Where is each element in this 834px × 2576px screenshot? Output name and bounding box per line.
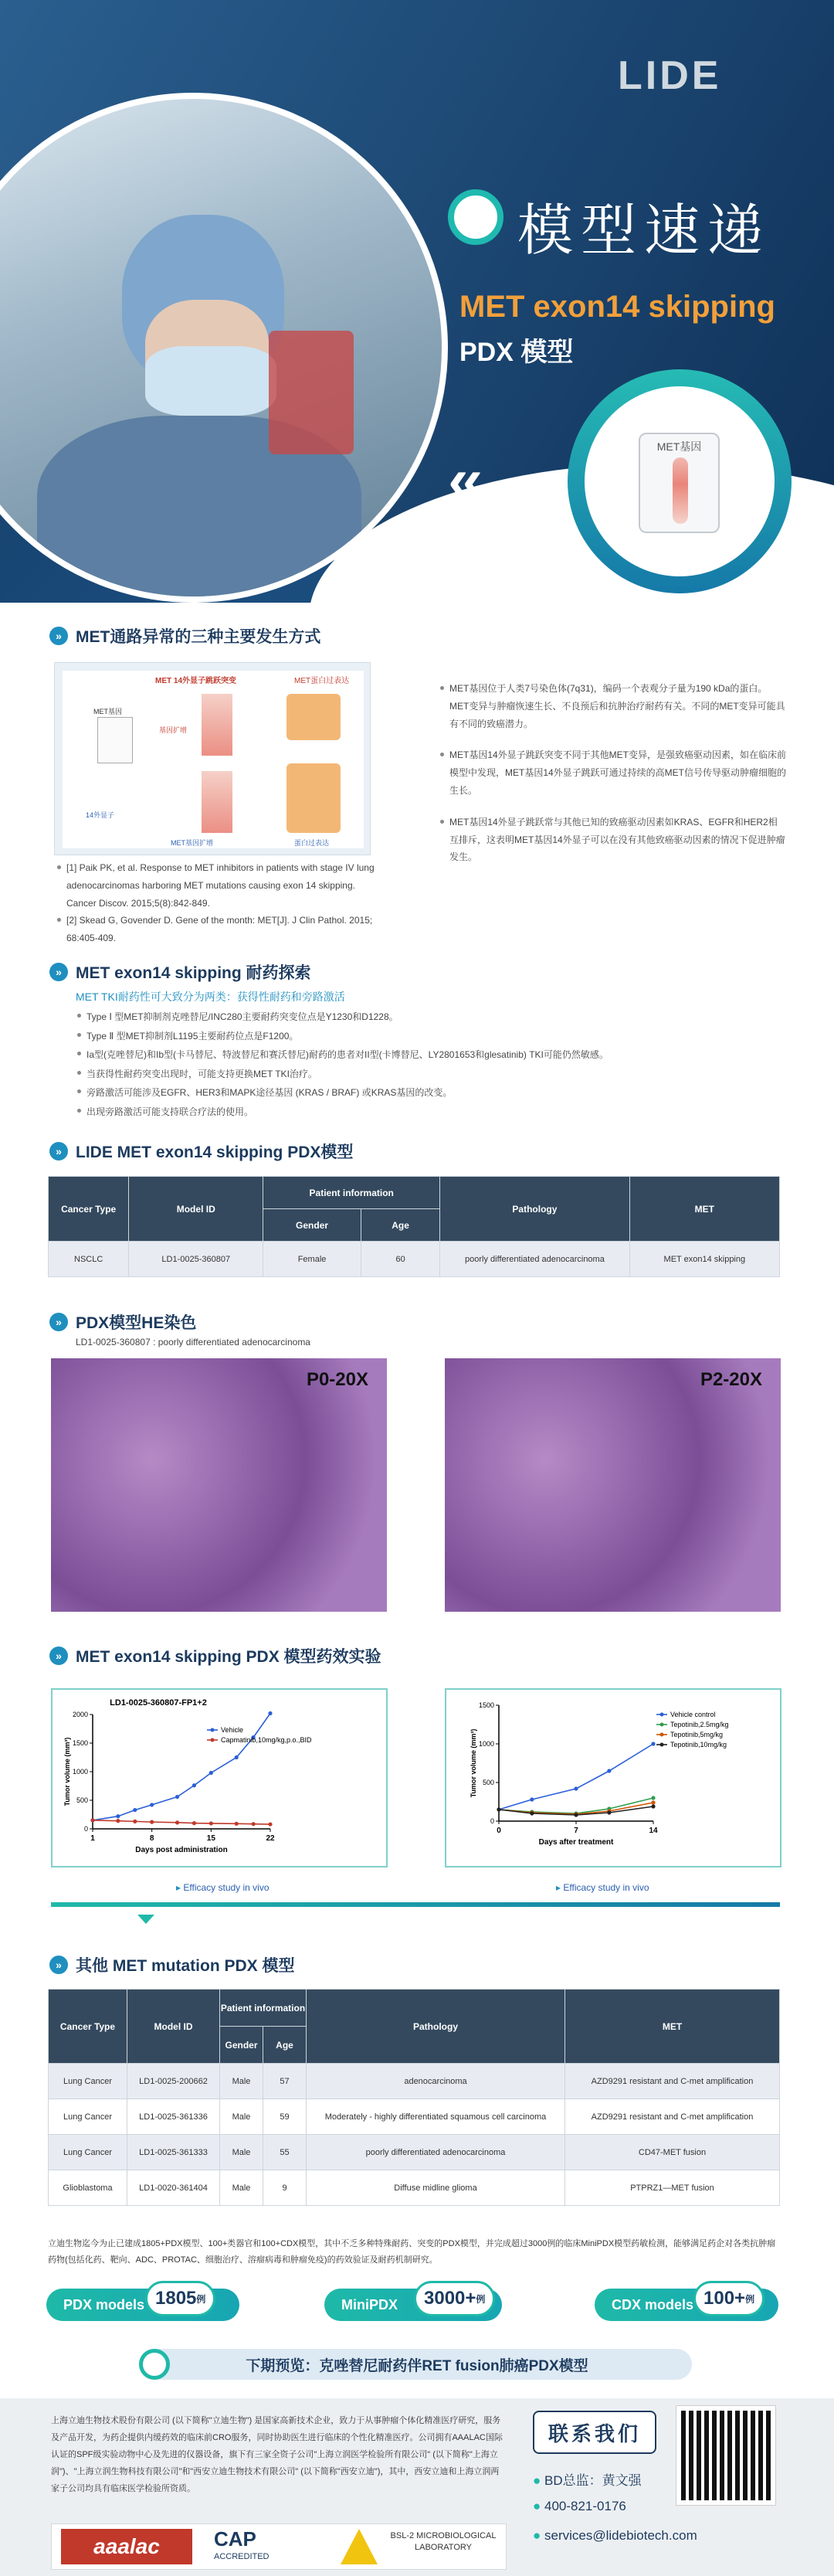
fig-label-amp: MET蛋白过表达: [294, 677, 350, 685]
section-title-lide-model: [49, 1140, 353, 1163]
cell: adenocarcinoma: [307, 2064, 565, 2099]
researcher-mask: [145, 346, 276, 416]
legend-label: Capmatinib,10mg/kg,p.o.,BID: [221, 1736, 312, 1744]
company-stats-intro: 立迪生物迄今为止已建成1805+PDX模型、100+类器官和100+CDX模型，其中不乏多种特殊耐药、突变的PDX模型，并完成超过3000例的临床MiniPDX模型药敏检测，能够满足药企对各类抗肿瘤药物(包括化药、靶向、ADC、PROTAC、细胞治疗、溶瘤病毒和肿瘤免疫)的药效验证及耐药机制研究。: [48, 2239, 776, 2265]
biohazard-icon: [341, 2529, 378, 2564]
data-point: [209, 1821, 213, 1825]
chart-caption-1: [176, 1882, 270, 1893]
th-met: MET: [565, 1990, 780, 2064]
met-description: [439, 680, 786, 866]
data-point: [209, 1771, 213, 1775]
section-title-resistance: [49, 960, 311, 984]
qr-code[interactable]: [676, 2406, 775, 2505]
cell-gender: Female: [263, 1242, 361, 1277]
data-point: [574, 1786, 578, 1790]
y-tick-label: 0: [490, 1817, 494, 1825]
data-point: [651, 1800, 655, 1804]
data-point: [235, 1755, 239, 1759]
contact-title: 联系我们: [533, 2411, 656, 2454]
fig-label-exon14: MET 14外显子跳跃突变: [155, 677, 237, 685]
data-point: [150, 1820, 154, 1824]
chevron-left-icon: ‹‹: [448, 445, 477, 514]
resistance-list: [76, 1008, 771, 1122]
cell: Male: [220, 2099, 263, 2135]
cap-sub: ACCREDITED: [214, 2552, 270, 2561]
data-point: [607, 1769, 611, 1772]
legend-label: Vehicle control: [670, 1711, 716, 1718]
table-row: [49, 1242, 780, 1277]
cell: Lung Cancer: [49, 2064, 127, 2099]
section-title-text: PDX模型HE染色: [76, 1314, 197, 1332]
th-pathology: Pathology: [307, 1990, 565, 2064]
cell-pathology: poorly differentiated adenocarcinoma: [440, 1242, 629, 1277]
table-row: [49, 2064, 780, 2099]
data-point: [497, 1807, 500, 1811]
resistance-subtitle: MET TKI耐药性可大致分为两类：获得性耐药和旁路激活: [76, 991, 345, 1003]
x-tick-label: 14: [649, 1827, 658, 1835]
arrow-circle-icon: »: [49, 1142, 68, 1161]
email-icon: ●: [533, 2528, 544, 2543]
lide-model-table: [48, 1176, 780, 1277]
stat-number-box: [693, 2281, 764, 2316]
cell: Male: [220, 2170, 263, 2206]
th-met: MET: [629, 1177, 779, 1242]
cell: poorly differentiated adenocarcinoma: [307, 2135, 565, 2170]
resistance-item: Ia型(克唑替尼)和Ib型(卡马替尼、特波替尼和赛沃替尼)耐药的患者对II型(卡博替尼、LY2801653和glesatinib) TKI可能仍然敏感。: [76, 1045, 771, 1065]
arrow-circle-icon: »: [49, 1313, 68, 1331]
cell: Moderately - highly differentiated squamous cell carcinoma: [307, 2099, 565, 2135]
chromosome-b: [202, 771, 232, 833]
stat-label: PDX models: [63, 2296, 145, 2313]
y-axis-label: Tumor volume (mm³): [470, 1728, 477, 1798]
y-tick-label: 1500: [72, 1739, 88, 1747]
y-tick-label: 1000: [478, 1740, 494, 1748]
caption-text: Efficacy study in vivo: [563, 1882, 649, 1893]
th-patient: Patient information: [263, 1177, 440, 1209]
chromosome-icon: [673, 457, 688, 524]
data-point: [235, 1822, 239, 1826]
resistance-item: Type Ⅱ 型MET抑制剂L1195主要耐药位点是F1200。: [76, 1027, 771, 1046]
data-point: [175, 1795, 179, 1799]
data-point: [192, 1783, 196, 1787]
reference-1: [1] Paik PK, et al. Response to MET inhibitors in patients with stage IV lung adenocarcinomas harboring MET mutations causing exon 14 skipping. Cancer Discov. 2015;5(8):842-849.: [56, 859, 380, 912]
fig-label-over: 蛋白过表达: [294, 839, 330, 847]
met-gene-box: [97, 717, 133, 763]
hero-subtitle-1: MET exon14 skipping: [459, 290, 775, 324]
cell: 9: [263, 2170, 307, 2206]
y-tick-label: 1500: [478, 1701, 494, 1709]
divider-bar: [51, 1902, 780, 1907]
x-tick-label: 1: [90, 1834, 95, 1843]
data-point: [651, 1742, 655, 1745]
hero-banner: [0, 0, 834, 603]
desc-para-3: MET基因14外显子跳跃常与其他已知的致癌驱动因素如KRAS、EGFR和HER2相互排斥，这表明MET基因14外显子可以在没有其他致癌驱动因素的情况下促进肿瘤发生。: [439, 814, 786, 866]
series-line: [93, 1714, 270, 1820]
section-title-other: [49, 1953, 295, 1976]
phone-contact[interactable]: [533, 2499, 626, 2514]
th-model: Model ID: [129, 1177, 263, 1242]
section-title-text: MET exon14 skipping 耐药探索: [76, 964, 311, 982]
legend-label: Tepotinib,5mg/kg: [670, 1731, 724, 1738]
x-tick-label: 0: [497, 1827, 501, 1835]
cell: LD1-0025-361333: [127, 2135, 220, 2170]
arrow-circle-icon: »: [49, 1647, 68, 1665]
y-tick-label: 0: [83, 1825, 88, 1833]
he-caption: LD1-0025-360807 : poorly differentiated adenocarcinoma: [76, 1337, 310, 1347]
stat-unit: 例: [196, 2293, 206, 2305]
bd-contact: [533, 2469, 642, 2489]
x-tick-label: 22: [266, 1834, 275, 1843]
he-image-p2: [445, 1358, 781, 1612]
met-gene-card: [639, 433, 720, 533]
stat-cdx: [595, 2289, 778, 2321]
th-age: Age: [263, 2027, 307, 2064]
cell: LD1-0025-361336: [127, 2099, 220, 2135]
fig-label-amp2: MET基因扩增: [171, 839, 213, 847]
section-title-text: LIDE MET exon14 skipping PDX模型: [76, 1144, 354, 1161]
phone-icon: ●: [533, 2499, 544, 2513]
fig-label-gene: MET基因: [93, 708, 122, 715]
th-patient: Patient information: [220, 1990, 307, 2027]
other-models-table: [48, 1989, 780, 2206]
th-cancer: Cancer Type: [49, 1177, 129, 1242]
mouse-logo-icon: [139, 2349, 170, 2380]
chart-caption-2: [556, 1882, 649, 1893]
x-tick-label: 7: [574, 1827, 578, 1835]
stat-pdx: [46, 2289, 239, 2321]
legend-label: Tepotinib,10mg/kg: [670, 1741, 727, 1748]
legend-marker: [660, 1733, 664, 1737]
resistance-item: 旁路激活可能涉及EGFR、HER3和MAPK途径基因 (KRAS / BRAF) 或KRAS基因的改变。: [76, 1083, 771, 1103]
met-gene-ring: [568, 369, 792, 593]
met-gene-label: MET基因: [656, 440, 702, 453]
cap-logo: CAP: [214, 2527, 256, 2551]
stat-unit: 例: [745, 2293, 755, 2305]
efficacy-chart-2: [446, 1690, 780, 1866]
section-title-he: [49, 1310, 196, 1334]
hero-subtitle-2: PDX 模型: [459, 338, 574, 367]
section-title-text: 其他 MET mutation PDX 模型: [76, 1957, 295, 1975]
he-label-p2: P2-20X: [700, 1369, 762, 1390]
receptor-a: [286, 694, 341, 740]
x-tick-label: 8: [149, 1834, 154, 1843]
arrow-circle-icon: »: [49, 963, 68, 981]
legend-marker: [660, 1723, 664, 1727]
receptor-b: [286, 763, 341, 833]
resistance-item: 当获得性耐药突变出现时，可能支持更换MET TKI治疗。: [76, 1065, 771, 1084]
legend-label: Tepotinib,2.5mg/kg: [670, 1721, 729, 1728]
th-cancer: Cancer Type: [49, 1990, 127, 2064]
hero-title: 模型速递: [517, 200, 771, 262]
mouse-logo-icon: [448, 189, 503, 245]
cell: LD1-0025-200662: [127, 2064, 220, 2099]
legend-marker: [211, 1728, 215, 1732]
data-point: [530, 1797, 534, 1801]
accreditation-logos: [51, 2523, 507, 2570]
he-label-p0: P0-20X: [306, 1369, 368, 1390]
lide-logo: LIDE: [618, 53, 722, 98]
fig-label-geneamp: 基因扩增: [159, 726, 188, 734]
aaalac-logo: aaalac: [61, 2529, 192, 2564]
th-age: Age: [361, 1209, 439, 1242]
legend-label: Vehicle: [221, 1726, 244, 1734]
series-line: [499, 1744, 653, 1810]
th-model: Model ID: [127, 1990, 220, 2064]
chart-title: LD1-0025-360807-FP1+2: [110, 1698, 207, 1708]
footer: [0, 2398, 834, 2576]
stat-number: 1805: [155, 2288, 197, 2309]
y-axis-label: Tumor volume (mm³): [63, 1737, 71, 1806]
y-tick-label: 1000: [72, 1768, 88, 1776]
data-point: [192, 1821, 196, 1825]
desc-para-2: MET基因14外显子跳跃突变不同于其他MET变异，是强致癌驱动因素，如在临床前模型中发现，MET基因14外显子跳跃可通过持续的高MET信号传导驱动肿瘤细胞的生长。: [439, 746, 786, 799]
section-title-text: MET exon14 skipping PDX 模型药效实验: [76, 1648, 381, 1666]
table-row: [49, 2099, 780, 2135]
stat-minipdx: [324, 2289, 502, 2321]
data-point: [651, 1796, 655, 1799]
data-point: [268, 1711, 272, 1715]
stat-number-box: [414, 2281, 495, 2316]
cell: PTPRZ1—MET fusion: [565, 2170, 780, 2206]
arrow-circle-icon: »: [49, 627, 68, 645]
data-point: [251, 1822, 255, 1826]
cell-model: LD1-0025-360807: [129, 1242, 263, 1277]
reference-2: [2] Skead G, Govender D. Gene of the month: MET[J]. J Clin Pathol. 2015; 68:405-409.: [56, 912, 380, 947]
chart-box-1: [51, 1688, 388, 1867]
y-tick-label: 500: [482, 1779, 494, 1786]
cell: CD47-MET fusion: [565, 2135, 780, 2170]
x-tick-label: 15: [206, 1834, 215, 1843]
resistance-item: Type Ⅰ 型MET抑制剂克唑替尼/INC280主要耐药突变位点是Y1230和D1228。: [76, 1008, 771, 1027]
x-axis-label: Days post administration: [135, 1846, 228, 1854]
th-pathology: Pathology: [440, 1177, 629, 1242]
stat-unit: 例: [476, 2293, 486, 2305]
person-icon: ●: [533, 2473, 544, 2488]
chart-box-2: [445, 1688, 781, 1867]
cell: Male: [220, 2064, 263, 2099]
legend-marker: [660, 1743, 664, 1747]
table-row: [49, 2170, 780, 2206]
data-point: [574, 1813, 578, 1816]
data-point: [116, 1814, 120, 1818]
data-point: [116, 1819, 120, 1823]
data-point: [133, 1808, 137, 1812]
preview-text: 下期预览：克唑替尼耐药伴RET fusion肺癌PDX模型: [246, 2357, 588, 2374]
cell: Diffuse midline glioma: [307, 2170, 565, 2206]
references: [56, 859, 380, 947]
caption-text: Efficacy study in vivo: [183, 1882, 270, 1893]
cell: LD1-0020-361404: [127, 2170, 220, 2206]
data-point: [90, 1818, 94, 1822]
bd-text: BD总监：黄文强: [544, 2473, 642, 2488]
flask: [269, 331, 354, 454]
table-row: [49, 2135, 780, 2170]
y-tick-label: 2000: [72, 1711, 88, 1718]
stat-number-box: [145, 2281, 215, 2316]
cell: 57: [263, 2064, 307, 2099]
th-gender: Gender: [220, 2027, 263, 2064]
stat-label: MiniPDX: [341, 2296, 398, 2313]
y-tick-label: 500: [76, 1796, 88, 1804]
section-title-text: MET通路异常的三种主要发生方式: [76, 628, 321, 646]
x-axis-label: Days after treatment: [538, 1838, 614, 1847]
cell: Male: [220, 2135, 263, 2170]
cell: AZD9291 resistant and C-met amplification: [565, 2099, 780, 2135]
cell-met: MET exon14 skipping: [629, 1242, 779, 1277]
cell-age: 60: [361, 1242, 439, 1277]
chevron-icon: ▸: [556, 1882, 564, 1893]
data-point: [150, 1803, 154, 1806]
cell: 55: [263, 2135, 307, 2170]
arrow-circle-icon: »: [49, 1956, 68, 1974]
stat-number: 100+: [703, 2288, 746, 2309]
efficacy-chart-1: [53, 1690, 386, 1866]
data-point: [530, 1811, 534, 1815]
section-title-pathway: [49, 624, 320, 647]
he-image-p0: [51, 1358, 387, 1612]
data-point: [175, 1820, 179, 1824]
data-point: [607, 1810, 611, 1814]
company-about: 上海立迪生物技术股份有限公司 (以下简称"立迪生物") 是国家高新技术企业，致力于从事肿瘤个体化精准医疗研究，服务及产品开发，为药企提供内缓药效的临床前CRO服务，同时协助医生进行临床的个性化精准医疗。公司拥有AAALAC国际认证的SPF级实验动物中心及先进的仪器设备，旗下有三家全资子公司"上海立润医学检验所有限公司" (以下简称"上海立润")、"上海立润生物科技有限公司"和"西安立迪生物技术有限公司" (以下简称"西安立迪")，其中，西安立迪和上海立润两家子公司均具有临床医学检验所资质。: [51, 2416, 503, 2493]
stat-number: 3000+: [424, 2288, 476, 2309]
cell: Glioblastoma: [49, 2170, 127, 2206]
data-point: [651, 1804, 655, 1808]
chromosome-a: [202, 694, 232, 756]
phone-text: 400-821-0176: [544, 2499, 626, 2513]
cell: Lung Cancer: [49, 2135, 127, 2170]
th-gender: Gender: [263, 1209, 361, 1242]
fig-label-exon: 14外显子: [86, 811, 115, 819]
resistance-item: 出现旁路激活可能支持联合疗法的使用。: [76, 1103, 771, 1122]
next-issue-preview: [142, 2349, 692, 2380]
cell: AZD9291 resistant and C-met amplification: [565, 2064, 780, 2099]
legend-marker: [211, 1738, 215, 1742]
chevron-icon: ▸: [176, 1882, 184, 1893]
legend-marker: [660, 1713, 664, 1717]
met-pathway-figure: [54, 662, 371, 855]
cell: Lung Cancer: [49, 2099, 127, 2135]
section-title-efficacy: [49, 1644, 381, 1667]
bsl-label: BSL-2 MICROBIOLOGICAL LABORATORY: [390, 2531, 497, 2553]
email-text: services@lidebiotech.com: [544, 2528, 697, 2543]
pointer-icon: [137, 1915, 154, 1924]
cell: 59: [263, 2099, 307, 2135]
data-point: [133, 1820, 137, 1823]
cell-cancer: NSCLC: [49, 1242, 129, 1277]
data-point: [268, 1822, 272, 1826]
stat-label: CDX models: [612, 2296, 694, 2313]
desc-para-1: MET基因位于人类7号染色体(7q31)，编码一个表观分子量为190 kDa的蛋白。MET变异与肿瘤恢速生长、不良预后和抗肿治疗耐药有关。不同的MET变异可能具有不同的致癌潜力。: [439, 680, 786, 732]
email-contact[interactable]: [533, 2528, 697, 2544]
